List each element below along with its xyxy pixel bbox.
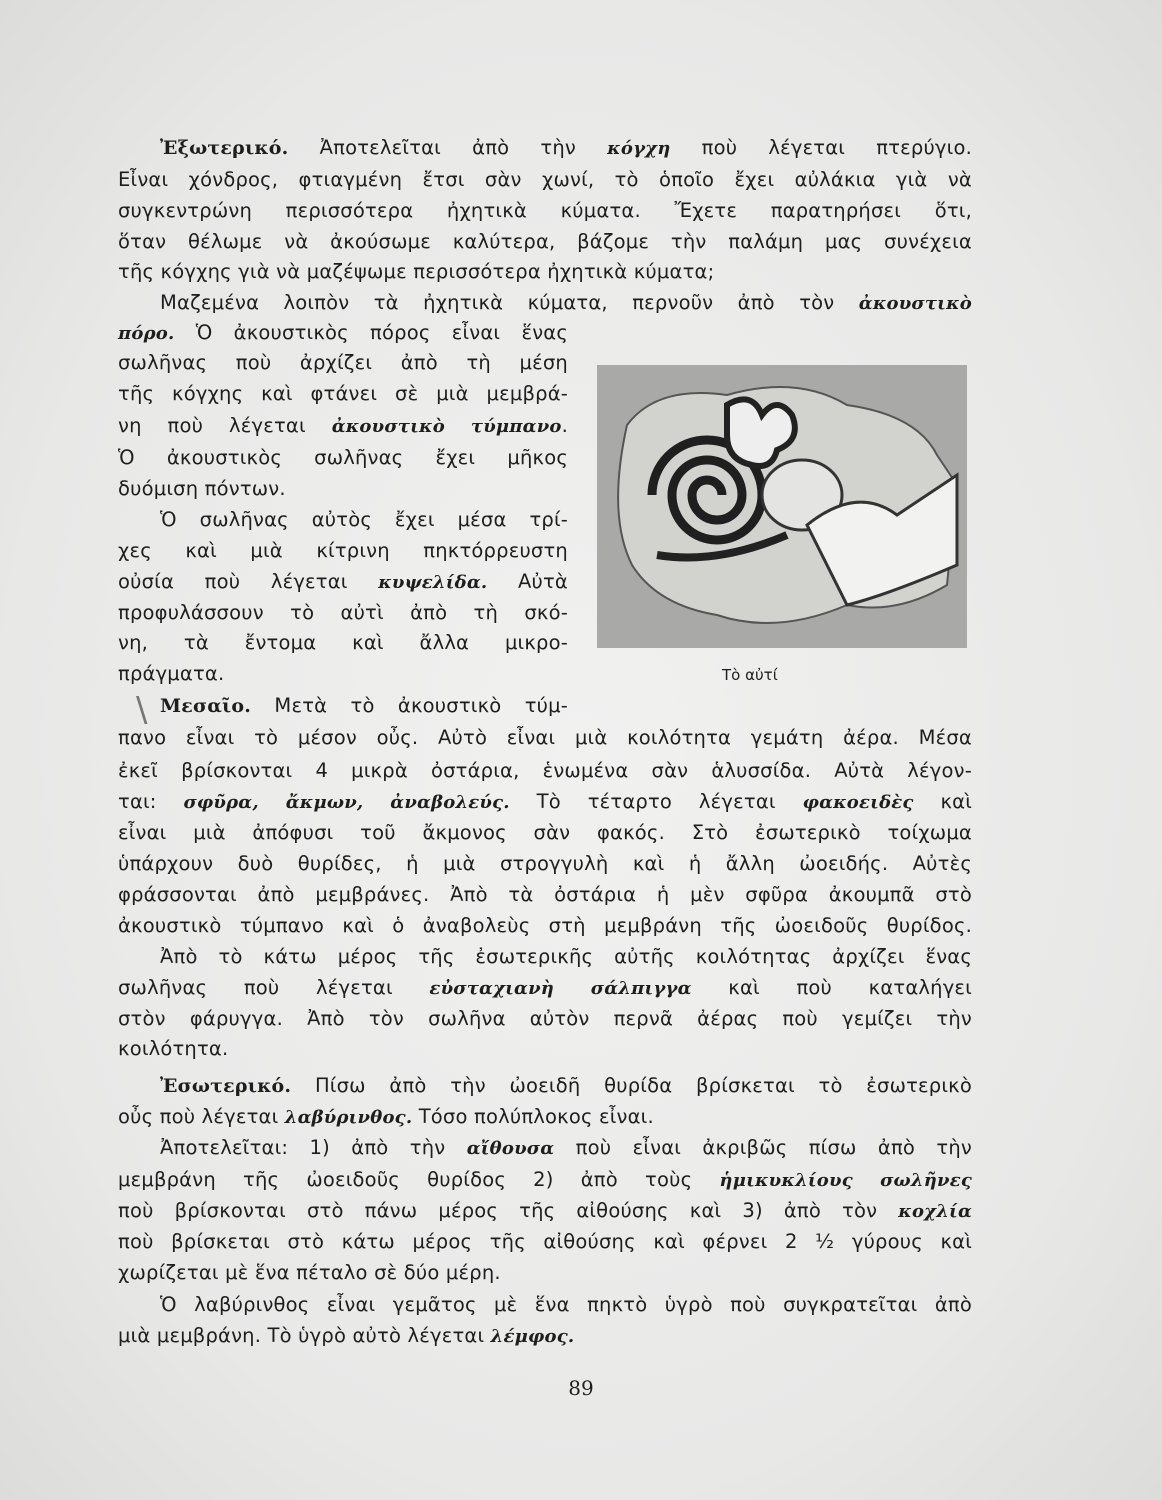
text-line (118, 320, 568, 346)
text-line (160, 290, 972, 316)
text-run: . (561, 414, 568, 437)
text-run: Ὁ ἀκουστικὸς σωλῆνας ἔχει μῆκος (118, 446, 568, 469)
text-run: ποὺ εἶναι ἀκριβῶς πίσω ἀπὸ τὴν (554, 1136, 972, 1159)
text-run: πανο εἶναι τὸ μέσον οὖς. Αὐτὸ εἶναι μιὰ κοιλότητα γεμάτη ἀέρα. Μέσα (118, 726, 972, 749)
term-emphasis: λέμφος. (490, 1326, 575, 1347)
text-line (160, 944, 972, 970)
text-run: ποὺ λέγεται πτερύγιο. (670, 136, 972, 159)
text-line (160, 507, 568, 533)
text-run: τῆς κόγχης καὶ φτάνει σὲ μιὰ μεμβρά- (118, 382, 568, 405)
text-line (118, 913, 972, 939)
text-run: καὶ ποὺ καταλήγει (691, 976, 972, 999)
text-run: μιὰ μεμβράνη. Τὸ ὑγρὸ αὐτὸ λέγεται (118, 1324, 491, 1347)
term-emphasis: ἀκουστικὸ τύμπανο (331, 416, 562, 437)
text-run: σωλῆνας ποὺ ἀρχίζει ἀπὸ τὴ μέση (118, 351, 568, 374)
text-line (118, 167, 972, 193)
text-run: νη ποὺ λέγεται (118, 414, 332, 437)
text-line (118, 725, 972, 751)
text-line (160, 1073, 972, 1099)
term-emphasis: κοχλία (898, 1201, 972, 1222)
text-run: ἀκουστικὸ τύμπανο καὶ ὁ ἀναβολεὺς στὴ μεμβράνη τῆς ὠοειδοῦς θυρίδος. (118, 914, 972, 937)
pencil-mark: \ (136, 690, 148, 730)
text-run: δυόμιση πόντων. (118, 477, 286, 500)
text-run: ἐκεῖ βρίσκονται 4 μικρὰ ὀστάρια, ἑνωμένα σὰν ἁλυσσίδα. Αὐτὰ λέγον- (118, 759, 972, 782)
text-line (118, 1260, 972, 1286)
text-run: Μαζεμένα λοιπὸν τὰ ἠχητικὰ κύματα, περνοῦν ἀπὸ τὸν (160, 291, 859, 314)
text-run: οὖς ποὺ λέγεται (118, 1105, 285, 1128)
text-line (118, 1323, 972, 1349)
text-run: σωλῆνας ποὺ λέγεται (118, 976, 430, 999)
text-line (118, 413, 568, 439)
text-run: ὅταν θέλωμε νὰ ἀκούσωμε καλύτερα, βάζομε τὴν παλάμη μας συνέχεια (118, 230, 972, 253)
text-run: Ἀπὸ τὸ κάτω μέρος τῆς ἐσωτερικῆς αὐτῆς κοιλότητας ἀρχίζει ἕνας (160, 945, 972, 968)
text-run: χες καὶ μιὰ κίτρινη πηκτόρρευστη (118, 539, 568, 562)
text-line (118, 882, 972, 908)
text-line (118, 476, 568, 502)
text-run: ται: (118, 790, 184, 813)
term-emphasis: ἡμικυκλίους σωλῆνες (719, 1170, 972, 1191)
term-emphasis: αἴθουσα (466, 1138, 555, 1159)
text-line (160, 1135, 972, 1161)
text-line (118, 1167, 972, 1193)
text-run: νη, τὰ ἔντομα καὶ ἄλλα μικρο- (118, 631, 568, 654)
text-run: χωρίζεται μὲ ἕνα πέταλο σὲ δύο μέρη. (118, 1261, 501, 1284)
text-run: κοιλότητα. (118, 1037, 229, 1060)
text-line (118, 1006, 972, 1032)
text-run: τῆς κόγχης γιὰ νὰ μαζέψωμε περισσότερα ἠχητικὰ κύματα; (118, 260, 715, 283)
text-line (118, 381, 568, 407)
section-heading: Ἐσωτερικό. (160, 1075, 292, 1097)
term-emphasis: κυψελίδα. (378, 572, 488, 593)
text-line (118, 661, 568, 687)
page-number: 89 (568, 1376, 594, 1400)
text-line (160, 135, 972, 161)
text-run: ὑπάρχουν δυὸ θυρίδες, ἡ μιὰ στρογγυλὴ καὶ ἡ ἄλλη ὠοειδής. Αὐτὲς (118, 852, 972, 875)
text-run: Ἀποτελεῖται: 1) ἀπὸ τὴν (160, 1136, 467, 1159)
text-run: Μετὰ τὸ ἀκουστικὸ τύμ- (251, 694, 568, 717)
text-line (118, 851, 972, 877)
term-emphasis: εὐσταχιανὴ σάλπιγγα (429, 978, 692, 999)
figure-caption: Τὸ αὐτί (722, 666, 778, 684)
text-line (118, 1198, 972, 1224)
text-line (118, 789, 972, 815)
term-emphasis: πόρο. (118, 323, 175, 344)
text-run: φράσσονται ἀπὸ μεμβράνες. Ἀπὸ τὰ ὀστάρια ἡ μὲν σφῦρα ἀκουμπᾶ στὸ (118, 883, 972, 906)
text-run: εἶναι μιὰ ἀπόφυσι τοῦ ἄκμονος σὰν φακός. Στὸ ἐσωτερικὸ τοίχωμα (118, 821, 972, 844)
text-line (118, 445, 568, 471)
text-run: πράγματα. (118, 662, 225, 685)
text-run: Εἶναι χόνδρος, φτιαγμένη ἔτσι σὰν χωνί, τὸ ὁποῖο ἔχει αὐλάκια γιὰ νὰ (118, 168, 972, 191)
text-line (118, 630, 568, 656)
text-run: Τὸ τέταρτο λέγεται (509, 790, 803, 813)
text-run: οὐσία ποὺ λέγεται (118, 570, 379, 593)
text-line (118, 975, 972, 1001)
text-line (118, 538, 568, 564)
text-line (118, 1036, 972, 1062)
text-run: Ἀποτελεῖται ἀπὸ τὴν (288, 136, 608, 159)
section-heading: Ἐξωτερικό. (160, 137, 289, 159)
text-run: ποὺ βρίσκεται στὸ κάτω μέρος τῆς αἰθούσης καὶ φέρνει 2 ½ γύρους καὶ (118, 1230, 972, 1253)
text-line (118, 229, 972, 255)
term-emphasis: σφῦρα, ἄκμων, ἀναβολεύς. (183, 792, 510, 813)
text-run: καὶ (913, 790, 973, 813)
text-run: στὸν φάρυγγα. Ἀπὸ τὸν σωλῆνα αὐτὸν περνᾶ ἀέρας ποὺ γεμίζει τὴν (118, 1007, 972, 1030)
text-run: Ὁ λαβύρινθος εἶναι γεμᾶτος μὲ ἕνα πηκτὸ ὑγρὸ ποὺ συγκρατεῖται ἀπὸ (160, 1293, 972, 1316)
ear-illustration (597, 365, 967, 648)
text-line (118, 350, 568, 376)
term-emphasis: λαβύρινθος. (284, 1107, 413, 1128)
text-run: Αὐτὰ (487, 570, 568, 593)
text-line (118, 820, 972, 846)
text-line (118, 1104, 972, 1130)
text-run: μεμβράνη τῆς ὠοειδοῦς θυρίδος 2) ἀπὸ τοὺς (118, 1168, 720, 1191)
term-emphasis: κόγχη (607, 138, 671, 159)
text-line (118, 569, 568, 595)
text-line (118, 1229, 972, 1255)
text-line (160, 1292, 972, 1318)
text-run: συγκεντρώνη περισσότερα ἠχητικὰ κύματα. Ἔχετε παρατηρήσει ὅτι, (118, 199, 972, 222)
text-line (118, 600, 568, 626)
text-line (118, 198, 972, 224)
section-heading: Μεσαῖο. (160, 695, 252, 717)
text-line (160, 693, 568, 719)
term-emphasis: ἀκουστικὸ (858, 293, 972, 314)
text-line (118, 259, 972, 285)
text-run: ποὺ βρίσκονται στὸ πάνω μέρος τῆς αἰθούσης καὶ 3) ἀπὸ τὸν (118, 1199, 899, 1222)
term-emphasis: φακοειδὲς (802, 792, 914, 813)
text-run: Ὁ ἀκουστικὸς πόρος εἶναι ἕνας (174, 321, 568, 344)
text-line (118, 758, 972, 784)
text-run: Πίσω ἀπὸ τὴν ὠοειδῆ θυρίδα βρίσκεται τὸ ἐσωτερικὸ (291, 1074, 972, 1097)
text-run: Τόσο πολύπλοκος εἶναι. (412, 1105, 654, 1128)
text-run: Ὁ σωλῆνας αὐτὸς ἔχει μέσα τρί- (160, 508, 568, 531)
text-run: προφυλάσσουν τὸ αὐτὶ ἀπὸ τὴ σκό- (118, 601, 568, 624)
